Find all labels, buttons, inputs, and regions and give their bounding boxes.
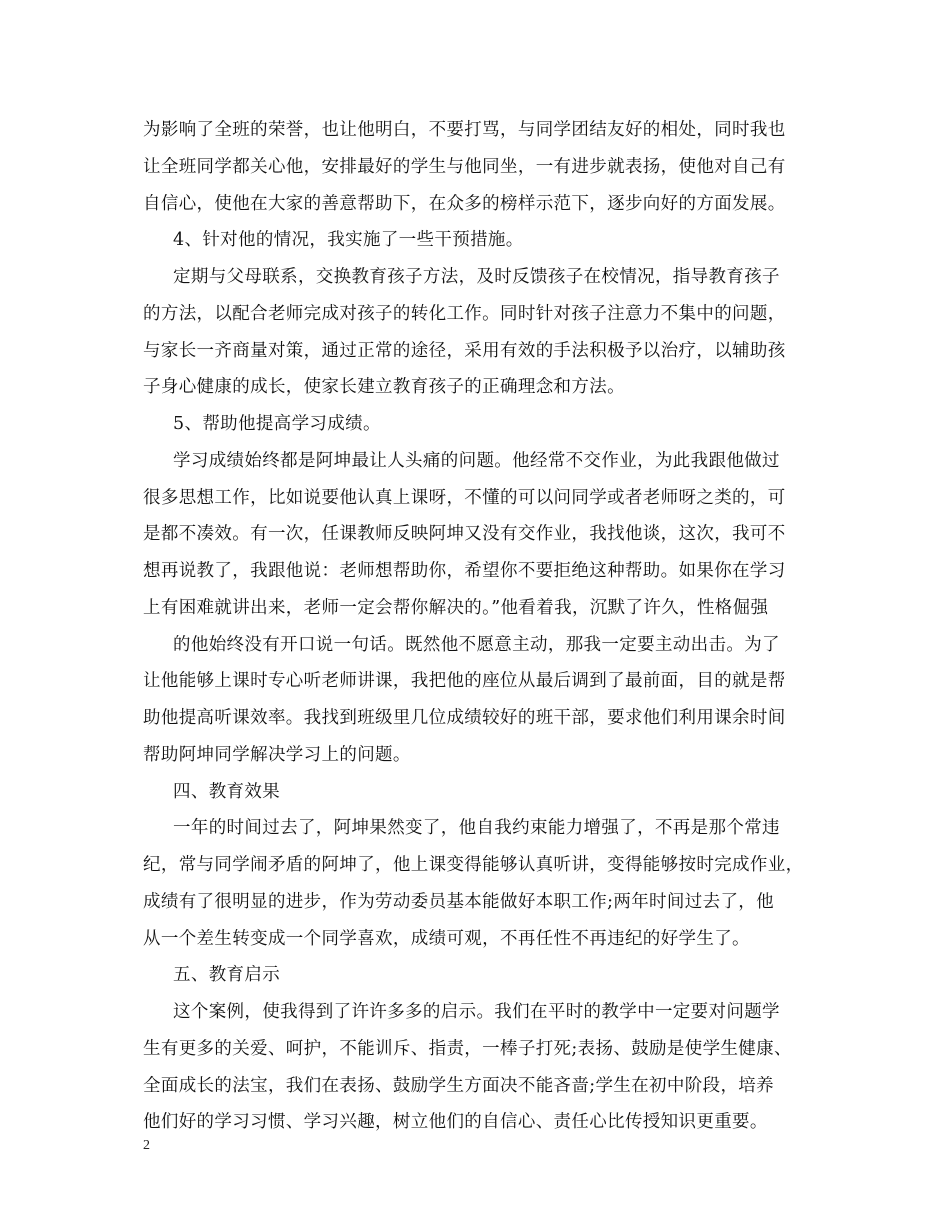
text-line: 上有困难就讲出来，老师一定会帮你解决的。”他看着我，沉默了许久，性格倔强 — [143, 597, 769, 618]
text-line: 帮助阿坤同学解决学习上的问题。 — [143, 744, 411, 765]
text-line: 很多思想工作，比如说要他认真上课呀，不懂的可以问同学或者老师呀之类的，可 — [143, 487, 786, 508]
text-line: 五、教育启示 — [173, 965, 281, 986]
text-line: 让全班同学都关心他，安排最好的学生与他同坐，一有进步就表扬，使他对自己有 — [143, 156, 786, 177]
text-line: 四、教育效果 — [173, 781, 281, 802]
text-line: 纪，常与同学闹矛盾的阿坤了，他上课变得能够认真听讲，变得能够按时完成作业， — [143, 855, 804, 875]
text-line: 他们好的学习习惯、学习兴趣，树立他们的自信心、责任心比传授知识更重要。 — [143, 1112, 768, 1133]
text-line: 全面成长的法宝，我们在表扬、鼓励学生方面决不能吝啬;学生在初中阶段，培养 — [143, 1075, 774, 1096]
text-line: 的方法，以配合老师完成对孩子的转化工作。同时针对孩子注意力不集中的问题， — [143, 303, 786, 324]
page-number: 2 — [143, 1138, 150, 1153]
text-line: 的他始终没有开口说一句话。既然他不愿意主动，那我一定要主动出击。为了 — [173, 634, 780, 655]
text-line: 生有更多的关爱、呵护，不能训斥、指责，一棒子打死;表扬、鼓励是使学生健康、 — [143, 1038, 792, 1059]
text-line: 子身心健康的成长，使家长建立教育孩子的正确理念和方法。 — [143, 377, 625, 398]
text-line: 自信心，使他在大家的善意帮助下，在众多的榜样示范下，逐步向好的方面发展。 — [143, 193, 786, 214]
text-line: 学习成绩始终都是阿坤最让人头痛的问题。他经常不交作业，为此我跟他做过 — [173, 450, 780, 471]
text-line: 助他提高听课效率。我找到班级里几位成绩较好的班干部，要求他们利用课余时间 — [143, 708, 786, 728]
text-line: 为影响了全班的荣誉，也让他明白，不要打骂，与同学团结友好的相处，同时我也 — [143, 120, 786, 140]
text-line: 从一个差生转变成一个同学喜欢，成绩可观，不再任性不再违纪的好学生了。 — [143, 928, 750, 949]
text-line: 让他能够上课时专心听老师讲课，我把他的座位从最后调到了最前面，目的就是帮 — [143, 671, 786, 692]
text-line: 5、帮助他提高学习成绩。 — [173, 414, 381, 434]
text-line: 一年的时间过去了，阿坤果然变了，他自我约束能力增强了，不再是那个常违 — [173, 818, 780, 839]
text-line: 想再说教了，我跟他说：老师想帮助你，希望你不要拒绝这种帮助。如果你在学习 — [143, 561, 786, 581]
text-line: 4、针对他的情况，我实施了一些干预措施。 — [173, 230, 524, 251]
text-line: 是都不凑效。有一次，任课教师反映阿坤又没有交作业，我找他谈，这次，我可不 — [143, 524, 786, 545]
text-line: 这个案例，使我得到了许许多多的启示。我们在平时的教学中一定要对问题学 — [173, 1002, 780, 1022]
document-body — [143, 112, 833, 1141]
text-line: 与家长一齐商量对策，通过正常的途径，采用有效的手法积极予以治疗，以辅助孩 — [143, 340, 786, 361]
text-line: 成绩有了很明显的进步，作为劳动委员基本能做好本职工作;两年时间过去了，他 — [143, 891, 774, 912]
text-line: 定期与父母联系，交换教育孩子方法，及时反馈孩子在校情况，指导教育孩子 — [173, 267, 780, 287]
